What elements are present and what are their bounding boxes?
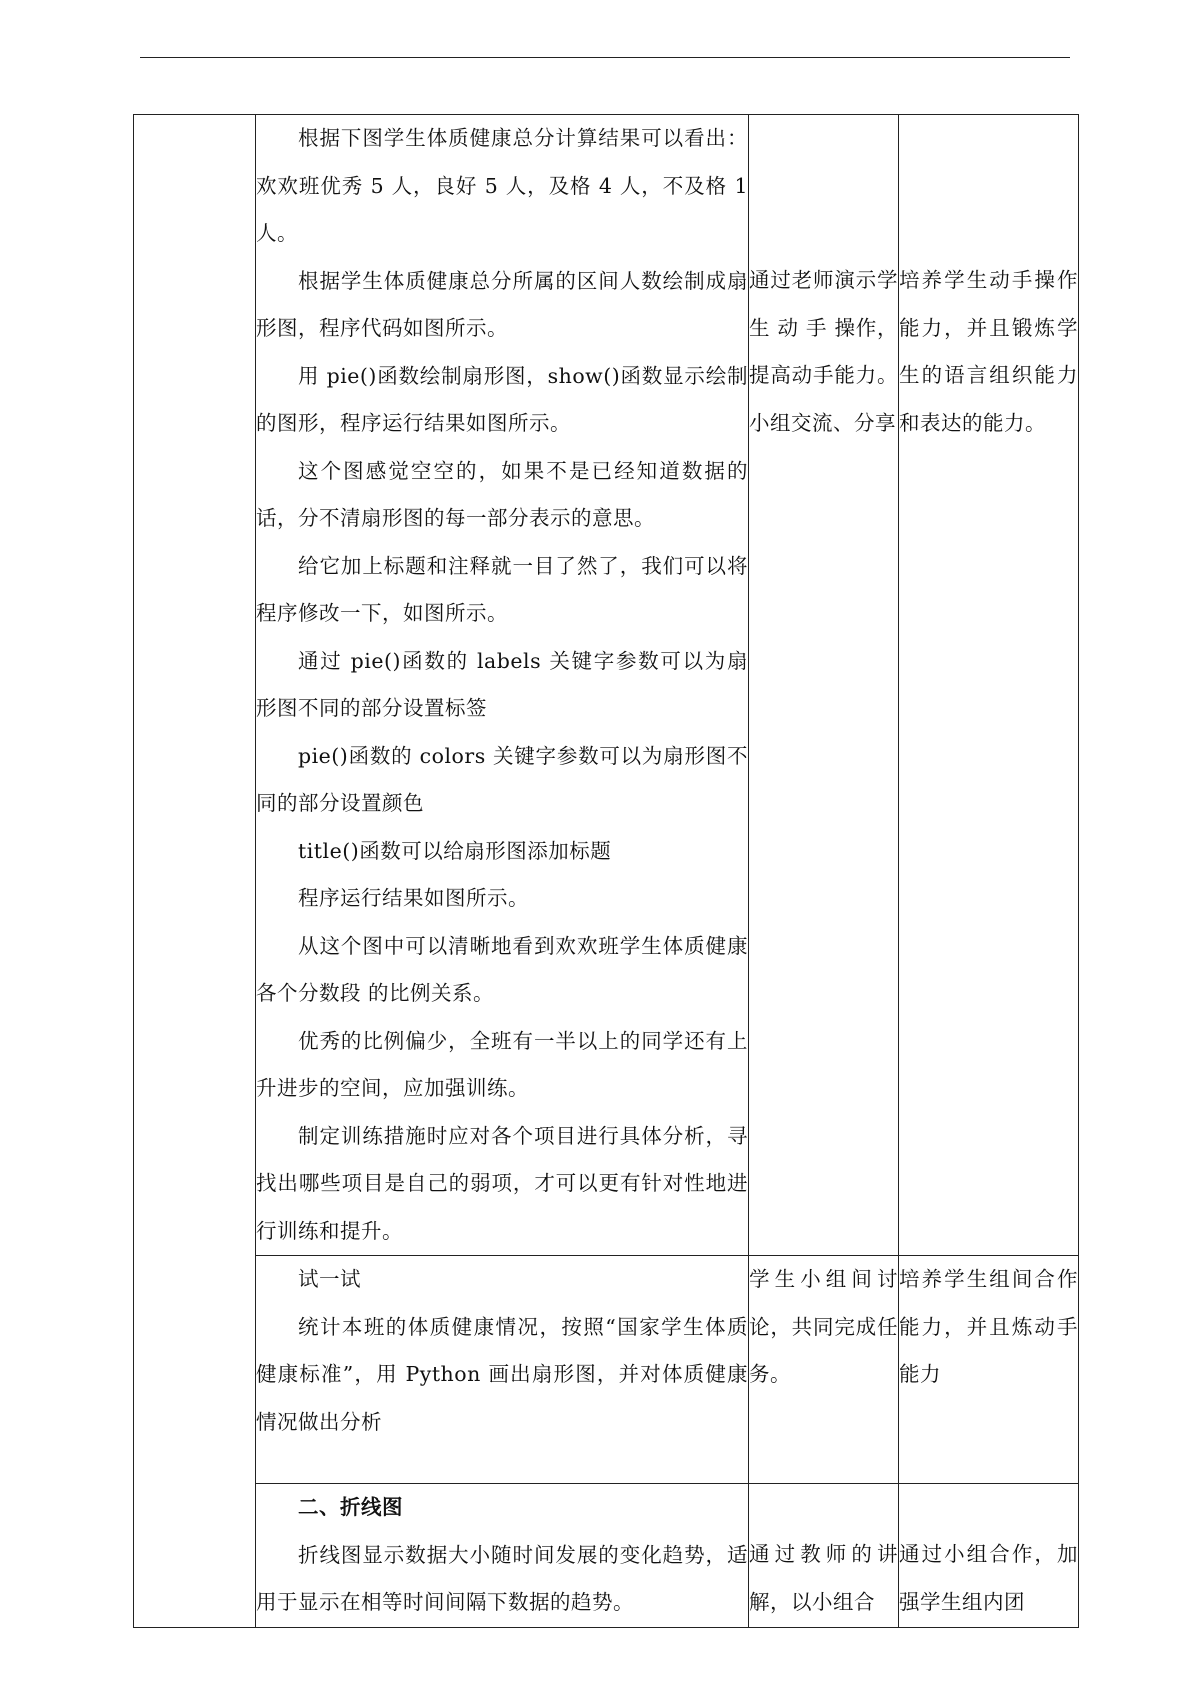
paragraph: 给它加上标题和注释就一目了然了，我们可以将程序修改一下，如图所示。 xyxy=(256,553,748,625)
paragraph: title()函数可以给扇形图添加标题 xyxy=(298,838,612,863)
content-cell xyxy=(256,1484,749,1628)
paragraph: 从这个图中可以清晰地看到欢欢班学生体质健康各个分数段 的比例关系。 xyxy=(256,933,748,1005)
header-rule xyxy=(140,57,1070,58)
table-row xyxy=(134,1256,1079,1484)
activity-text: 通过老师演示学 生 动 手 操作，提高动手能力。小组交流、分享 xyxy=(749,268,898,435)
purpose-cell xyxy=(899,1484,1079,1628)
paragraph: 程序运行结果如图所示。 xyxy=(298,886,529,910)
paragraph: 用 pie()函数绘制扇形图，show()函数显示绘制的图形，程序运行结果如图所示。 xyxy=(256,363,748,435)
activity-cell xyxy=(749,1484,899,1628)
paragraph: 试一试 xyxy=(298,1267,361,1291)
purpose-text: 培养学生组间合作能力，并且炼动手能力 xyxy=(899,1267,1078,1386)
paragraph: 优秀的比例偏少，全班有一半以上的同学还有上升进步的空间，应加强训练。 xyxy=(256,1028,748,1100)
paragraph: 根据学生体质健康总分所属的区间人数绘制成扇形图，程序代码如图所示。 xyxy=(256,268,748,340)
purpose-text: 通过小组合作，加强学生组内团 xyxy=(899,1542,1078,1614)
stage-cell xyxy=(134,115,256,1628)
purpose-text: 培养学生动手操作能力，并且锻炼学生的语言组织能力和表达的能力。 xyxy=(899,268,1078,435)
content-cell xyxy=(256,1256,749,1484)
paragraph: pie()函数的 colors 关键字参数可以为扇形图不同的部分设置颜色 xyxy=(256,743,748,815)
activity-text: 学生小组间讨论，共同完成任务。 xyxy=(749,1267,898,1386)
table-row xyxy=(134,115,1079,1256)
paragraph: 折线图显示数据大小随时间发展的变化趋势，适用于显示在相等时间间隔下数据的趋势。 xyxy=(256,1542,748,1614)
section-heading: 二、折线图 xyxy=(298,1495,403,1519)
activity-cell xyxy=(749,115,899,1256)
activity-text: 通过教师的讲解，以小组合 xyxy=(749,1542,898,1614)
purpose-cell xyxy=(899,1256,1079,1484)
content-cell xyxy=(256,115,749,1256)
purpose-cell xyxy=(899,115,1079,1256)
paragraph: 统计本班的体质健康情况，按照“国家学生体质健康标准”，用 Python 画出扇形图，并对体质健康情况做出分析 xyxy=(256,1314,748,1434)
paragraph: 这个图感觉空空的，如果不是已经知道数据的话，分不清扇形图的每一部分表示的意思。 xyxy=(256,458,748,530)
lesson-plan-table xyxy=(133,114,1079,1628)
paragraph: 通过 pie()函数的 labels 关键字参数可以为扇形图不同的部分设置标签 xyxy=(256,648,748,720)
paragraph: 制定训练措施时应对各个项目进行具体分析，寻找出哪些项目是自己的弱项，才可以更有针对性地进行训练和提升。 xyxy=(256,1123,748,1243)
activity-cell xyxy=(749,1256,899,1484)
table-row xyxy=(134,1484,1079,1628)
paragraph: 根据下图学生体质健康总分计算结果可以看出：欢欢班优秀 5 人，良好 5 人，及格 4 人，不及格 1 人。 xyxy=(256,126,748,245)
